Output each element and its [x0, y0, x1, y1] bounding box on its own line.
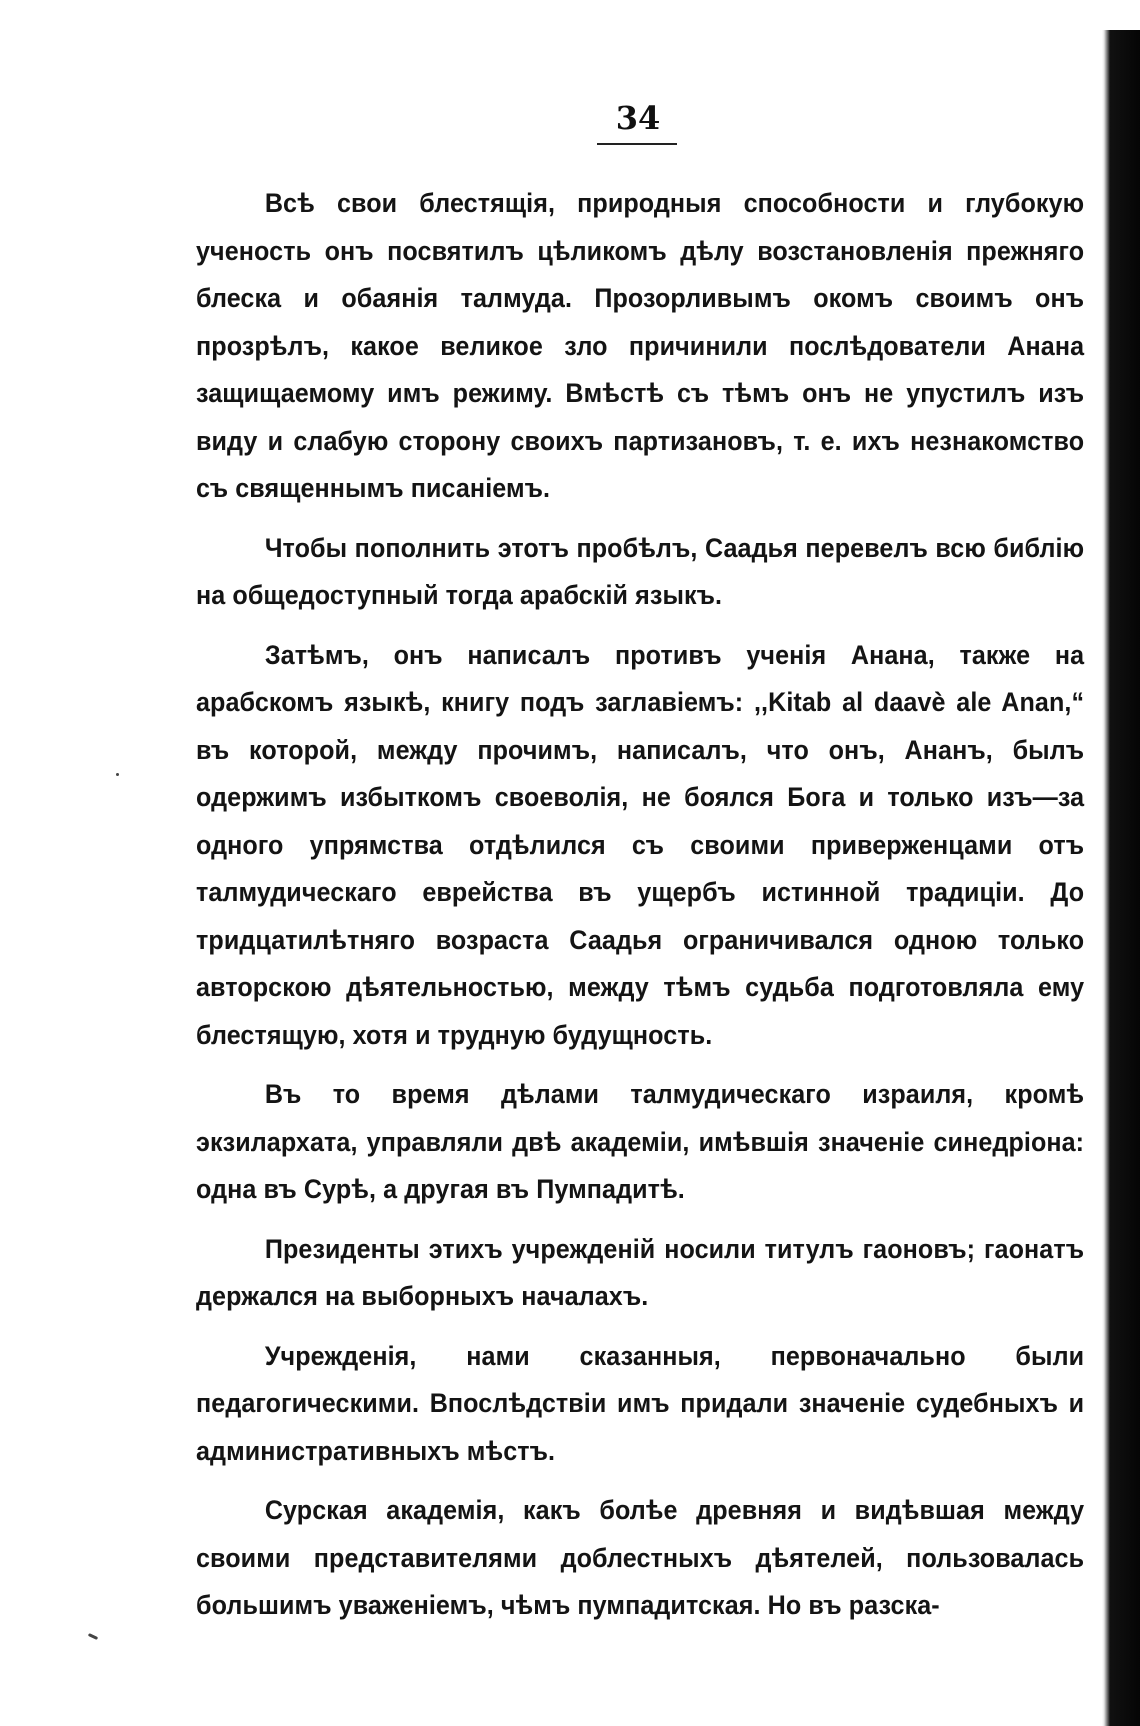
paragraph: Сурская академія, какъ болѣе древняя и видѣвшая между своими представителями доблестныхъ дѣятелей, пользовалась большимъ уваженіемъ, чѣмъ пумпадитская. Но въ разска-	[196, 1495, 1085, 1620]
page-number: 34	[615, 99, 661, 137]
body-text	[196, 180, 1084, 1642]
scan-speck	[116, 773, 119, 776]
paragraph: Всѣ свои блестящія, природныя способности и глубокую ученость онъ посвятилъ цѣликомъ дѣлу возстановленія прежняго блеска и обаянія талмуда. Прозорливымъ окомъ своимъ онъ прозрѣлъ, какое великое зло причинили послѣдователи Анана защищаемому имъ режиму. Вмѣстѣ съ тѣмъ онъ не упустилъ изъ виду и слабую сторону своихъ партизановъ, т. е. ихъ незнакомство съ священнымъ писаніемъ.	[196, 188, 1085, 503]
paragraph: Затѣмъ, онъ написалъ противъ ученія Анана, также на арабскомъ языкѣ, книгу подъ заглавіемъ: ,,Kitab al daavè ale Anan,“ въ которой, между прочимъ, написалъ, что онъ, Ананъ, былъ одержимъ избыткомъ своеволія, не боялся Бога и только изъ—за одного упрямства отдѣлился съ своими приверженцами отъ талмудическаго еврейства въ ущербъ истинной традиціи. До тридцатилѣтняго возраста Саадья ограничивался одною только авторскою дѣятельностью, между тѣмъ судьба подготовляла ему блестящую, хотя и трудную будущность.	[196, 639, 1085, 1050]
paragraph: Чтобы пополнить этотъ пробѣлъ, Саадья перевелъ всю библію на общедоступный тогда арабскій языкъ.	[196, 532, 1085, 610]
page-number-underline	[597, 143, 677, 145]
scan-speck	[88, 1633, 98, 1640]
paragraph: Въ то время дѣлами талмудическаго израиля, кромѣ экзилархата, управляли двѣ академіи, имѣвшія значеніе синедріона: одна въ Сурѣ, а другая въ Пумпадитѣ.	[196, 1079, 1085, 1204]
paragraph: Президенты этихъ учрежденій носили титулъ гаоновъ; гаонатъ держался на выборныхъ началахъ.	[196, 1233, 1085, 1311]
binding-edge	[1102, 30, 1140, 1726]
paragraph: Учрежденія, нами сказанныя, первоначально были педагогическими. Впослѣдствіи имъ придали значеніе судебныхъ и административныхъ мѣстъ.	[196, 1340, 1085, 1466]
